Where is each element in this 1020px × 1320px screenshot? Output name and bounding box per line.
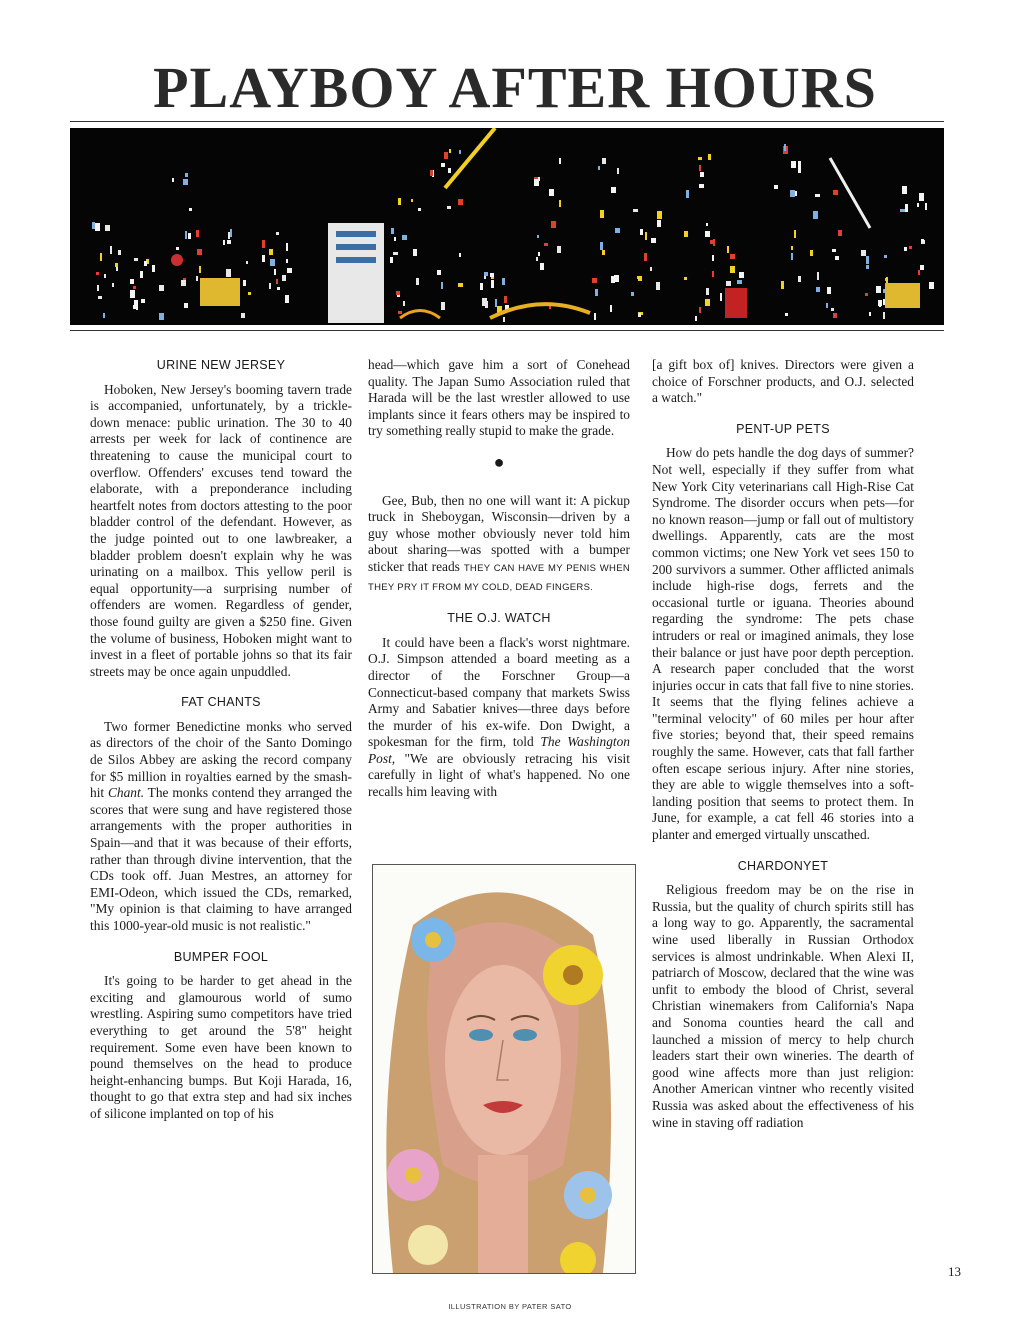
bumper-sticker-text: THEY CAN HAVE MY PENIS WHEN THEY PRY IT FROM MY COLD, DEAD FINGERS. [368,562,630,593]
article-paragraph: Gee, Bub, then no one will want it: A pickup truck in Sheboygan, Wisconsin—driven by a guy whose mother obviously never told him about sharing—was spotted with a bumper sticker that reads THEY CAN HAVE MY PENIS WHEN THEY PRY IT FROM MY COLD, DEAD FINGERS. [368,492,630,593]
section-heading: CHARDONYET [737,858,829,873]
city-skyline-illustration [70,128,944,325]
page-number: 13 [948,1264,961,1279]
bottom-rule [70,330,944,331]
section-heading: FAT CHANTS [181,695,261,710]
article-paragraph: It could have been a flack's worst nightmare. O.J. Simpson attended a board meeting as a director of the Forschner Group—a Connecticut-based company that markets Swiss Army and Sabatier knives—three days before the murder of his ex-wife. Don Dwight, a spokesman for the firm, told The Washington Post, "We are obviously retracing his visit carefully in light of what's happened. No one recalls him leaving with [368,634,630,800]
section-divider-dot: ● [493,451,505,472]
column-3 [652,357,914,1145]
section-heading: BUMPER FOOL [173,949,269,964]
section-heading: PENT-UP PETS [736,421,830,436]
column-2 [368,357,630,815]
article-paragraph: [a gift box of] knives. Directors were given a choice of Forschner products, and O.J. selected a watch." [652,357,914,406]
illustration-credit: ILLUSTRATION BY PATER SATO [448,1302,572,1311]
section-heading: URINE NEW JERSEY [156,358,286,372]
newspaper-title: The Washington Post, [368,734,630,766]
woman-with-flowers-illustration [372,864,636,1274]
column-1 [90,357,352,1137]
article-paragraph: Religious freedom may be on the rise in Russia, but the quality of church spirits still has a long way to go. Apparently, the sacramental wine used liberally in Russian Orthodox services is almost undrinkable. When Alexi II, patriarch of Moscow, declared that the wine was unfit to embody the blood of Christ, several Christian winemakers from California's Napa and Sonoma counties heard the call and launched a mission of mercy to help church leaders start their own wineries. The dearth of good wine affects more than just religion: Another American vintner who recently visited Russia was asked about the effectiveness of his wine in staving off radiation [652,882,914,1130]
top-rule [70,121,944,122]
article-paragraph: head—which gave him a sort of Conehead quality. The Japan Sumo Association ruled that Harada will be the last wrestler allowed to use implants since it fears others may be inspired to try something really stupid to make the grade. [368,357,630,439]
masthead-title: PLAYBOY AFTER HOURS [153,55,877,120]
article-paragraph: How do pets handle the dog days of summer? Not well, especially if they suffer from what New York City veterinarians call High-Rise Cat Syndrome. The disorder occurs when pets—for no known reason—jump or fall out of multistory dwellings. Apparently, cats are the most common victims; one New York vet sees 150 to 200 survivors a summer. Other afflicted animals include high-rise dogs, ferrets and the occasional turtle or iguana. Theories abound regarding the syndrome: The pets chase intruders or real or imagined animals, they lose their balance or just have poor depth perception. A research paper concluded that the worst injuries occur in cats that fall five to nine stories. It seems that the flying felines achieve a "terminal velocity" of 60 miles per hour after five stories; beyond that, their speed remains roughly the same. However, cats that fall farther often escape serious injury. After nine stories, they are able to wiggle themselves into a soft-landing position that seems to protect them. In June, for example, a cat fell 46 stories into a planter and emerged virtually unscathed. [652,445,914,843]
section-heading: THE O.J. WATCH [447,611,551,626]
article-paragraph: Hoboken, New Jersey's booming tavern trade is accompanied, unfortunately, by a trickle-down menace: public urination. The 30 to 40 arrests per week for lack of continence are threatening to cause the municipal court to overflow. Offenders' excuses tend toward the elaborate, with a preponderance including heartfelt notes from doctors attesting to the poor bladder control of the defendant. However, as the judge pointed out to one lawbreaker, a bladder problem doesn't explain why he was urinating on a mailbox. This yellow peril is equal opportunity—a surprising number of offenders are women. Regardless of gender, those found guilty are given a $250 fine. Given the volume of business, Hoboken might want to invest in a fleet of portable johns so that its fair streets may be once again unpuddled. [90,381,352,679]
article-paragraph: It's going to be harder to get ahead in the exciting and glamourous world of sumo wrestling. Aspiring sumo competitors have tried everything to get around the 5'8" height requirement. Some even have been known to pound themselves on the head to produce height-enhancing bumps. But Koji Harada, 16, thought to go that extra step and had six inches of silicone implanted on top of his [90,973,352,1121]
portrait-drawing [373,865,635,1273]
album-title: Chant. [107,785,145,801]
article-paragraph: Two former Benedictine monks who served as directors of the choir of the Santo Domingo de Silos Abbey are asking the record company for $5 million in royalties earned by the smash-hit Chant. The monks contend they arranged the scores that were sung and have registered those arrangements with the proper authorities in Spain—and that it was because of their efforts, rather than through divine intervention, that the CDs took off. Juan Mestres, an attorney for EMI-Odeon, which issued the CDs, remarked, "My opinion is that claiming to have arranged this 1000-year-old music is not realistic." [90,718,353,933]
